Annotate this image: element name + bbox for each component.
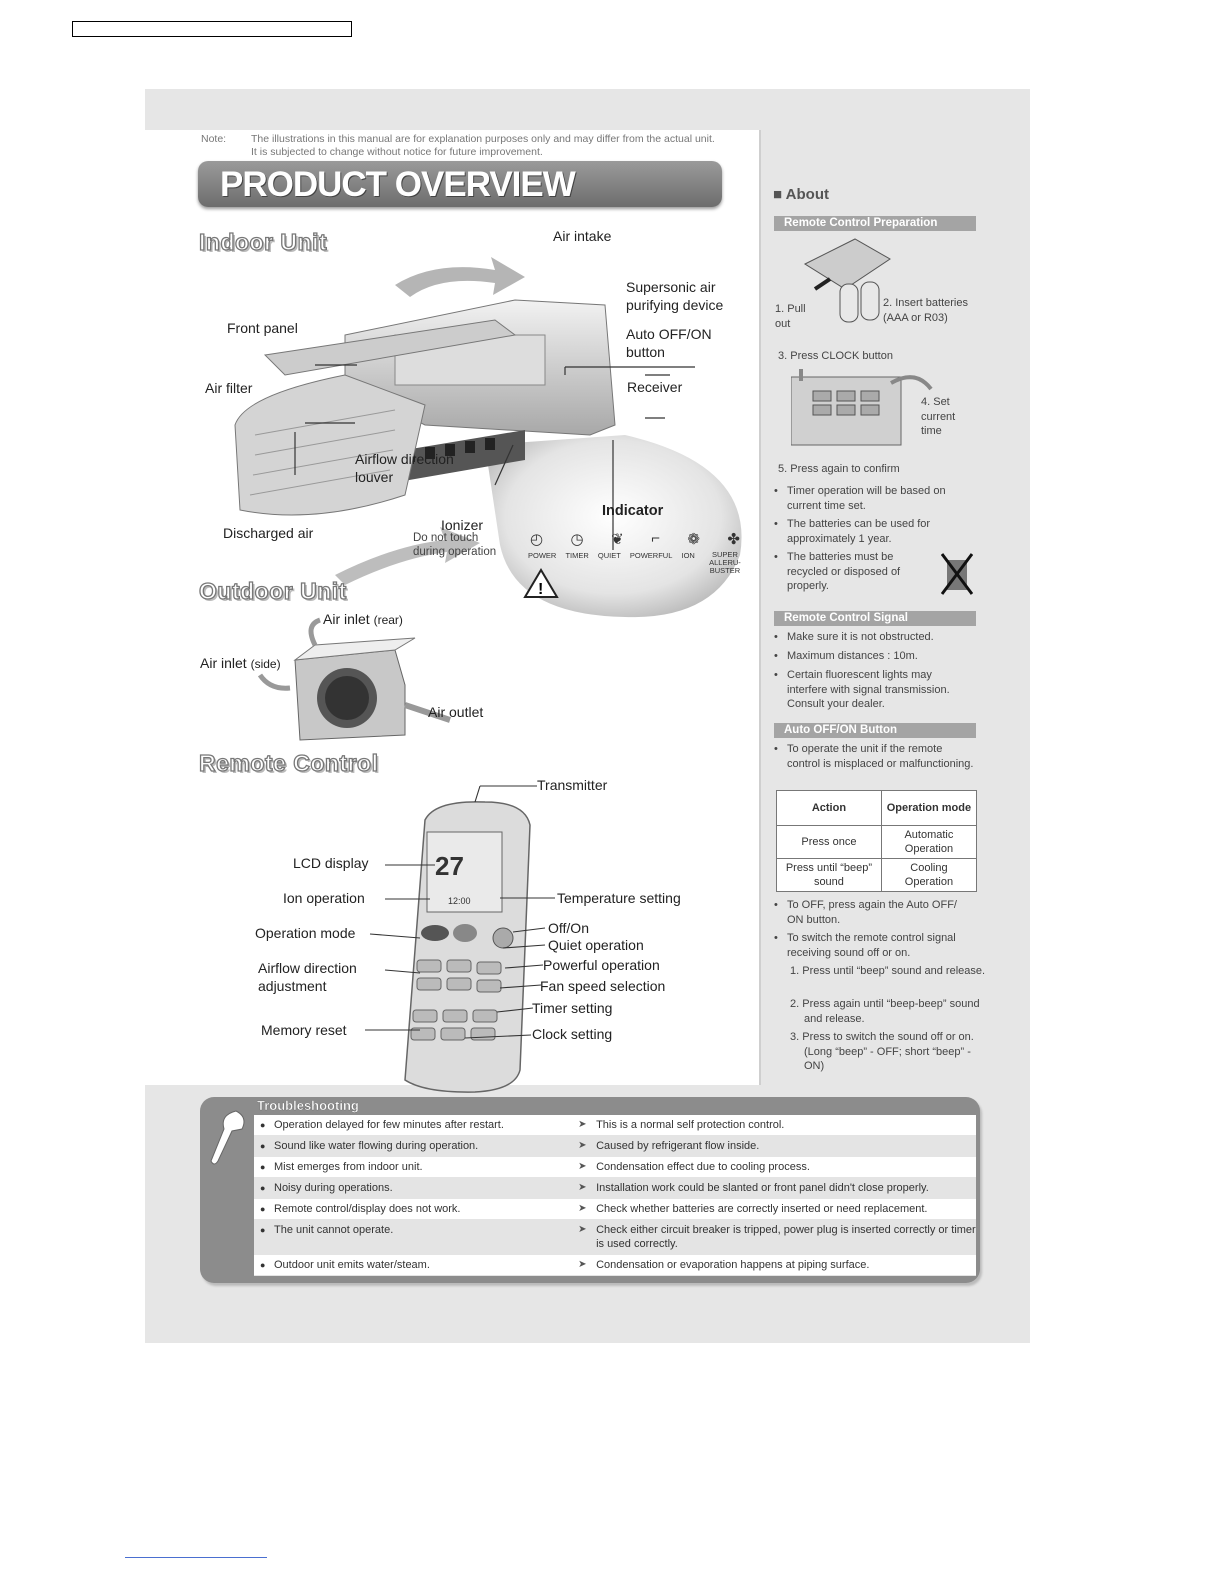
about-heading: ■ About [773, 186, 829, 203]
label-airflow-adjustment: Airflow direction adjustment [258, 960, 357, 994]
step-1: 1. Pull out [775, 303, 806, 330]
step-3: 3. Press CLOCK button [778, 350, 893, 362]
label-auto-off-on: Auto OFF/ON button [626, 326, 712, 360]
troubleshooting-row [254, 1157, 976, 1178]
air-inlet-rear-paren: (rear) [373, 613, 403, 627]
label-air-outlet: Air outlet [428, 704, 484, 720]
table-header-mode: Operation mode [881, 791, 976, 826]
after-bullet-1 [774, 898, 974, 927]
quiet-icon: ❦ [611, 531, 624, 548]
super-allerubuster-icon: ✤ [727, 531, 740, 548]
header-box [72, 21, 352, 37]
label-powerful: Powerful operation [543, 957, 660, 973]
troubleshooting-row [254, 1115, 976, 1136]
page-title: PRODUCT OVERVIEW [220, 165, 575, 204]
air-inlet-side-paren: (side) [250, 657, 281, 671]
signal-bullet-1 [774, 630, 974, 645]
indicator-quiet: QUIET [597, 551, 621, 560]
table-cell: Press once [777, 826, 882, 859]
ion-icon: ❁ [687, 531, 700, 548]
troubleshooting-row [254, 1220, 976, 1255]
wrench-icon [208, 1107, 248, 1167]
remote-heading: Remote Control [199, 750, 379, 776]
solution-text: ➤ Installation work could be slanted or front panel didn't close properly. [574, 1181, 976, 1195]
table-cell: Automatic Operation [881, 826, 976, 859]
label-fan-speed: Fan speed selection [540, 978, 666, 994]
step-4: 4. Set current time [921, 396, 956, 437]
troubleshooting-box [200, 1097, 980, 1283]
problem-text: ● Outdoor unit emits water/steam. [254, 1258, 574, 1272]
troubleshooting-list [254, 1115, 976, 1276]
problem-text: ● The unit cannot operate. [254, 1223, 574, 1251]
label-air-intake: Air intake [553, 228, 612, 244]
after-bullet-2 [774, 931, 974, 960]
label-supersonic: Supersonic air purifying device [626, 279, 724, 313]
prep-bullet-1-text: • Timer operation will be based on current time set. [787, 485, 946, 512]
prep-bullet-3 [774, 550, 914, 594]
label-operation-mode: Operation mode [255, 925, 356, 941]
title-banner [198, 161, 722, 207]
label-off-on: Off/On [548, 920, 589, 936]
signal-bullet-2-text: • Maximum distances : 10m. [787, 650, 918, 662]
label-temperature: Temperature setting [557, 890, 681, 906]
auto-bullet-text: • To operate the unit if the remote control is misplaced or malfunctioning. [787, 743, 974, 770]
solution-text: ➤ Condensation effect due to cooling process. [574, 1160, 976, 1174]
label-airflow-louver: Airflow direction louver [355, 451, 454, 485]
label-ionizer: Ionizer [441, 517, 484, 533]
svg-text:27: 27 [435, 851, 464, 881]
after-bullet-2-text: • To switch the remote control signal receiving sound off or on. [787, 932, 956, 959]
timer-icon: ◷ [570, 531, 584, 548]
auto-title-bar: Auto OFF/ON Button [774, 723, 976, 738]
table-cell: Press until “beep” sound [777, 859, 882, 892]
indicator-powerful: POWERFUL [629, 551, 673, 560]
numbered-step-3: 3. Press to switch the sound off or on. (Long “beep” - OFF; short “beep” - ON) [790, 1031, 974, 1072]
solution-text: ➤ Check either circuit breaker is tripped, power plug is inserted correctly or timer is used correctly. [574, 1223, 976, 1251]
label-ion-operation: Ion operation [283, 890, 365, 906]
indicator-icons [530, 530, 740, 548]
footer-link-line [125, 1557, 267, 1558]
signal-bullet-1-text: • Make sure it is not obstructed. [787, 631, 934, 643]
label-quiet: Quiet operation [548, 937, 644, 953]
label-clock: Clock setting [532, 1026, 613, 1042]
outdoor-unit-illustration [255, 610, 455, 745]
troubleshooting-row [254, 1255, 976, 1276]
problem-text: ● Mist emerges from indoor unit. [254, 1160, 574, 1174]
problem-text: ● Noisy during operations. [254, 1181, 574, 1195]
signal-bullet-3-text: • Certain fluorescent lights may interfere with signal transmission. Consult your dealer. [787, 669, 950, 710]
table-header-action: Action [777, 791, 882, 826]
table-cell: Cooling Operation [881, 859, 976, 892]
indicator-power: POWER [528, 551, 557, 560]
prep-bullet-2-text: • The batteries can be used for approximately 1 year. [787, 518, 931, 545]
clock-button-illustration [791, 369, 936, 449]
indicator-super: SUPER ALLERU-BUSTER [709, 550, 741, 575]
troubleshooting-row [254, 1178, 976, 1199]
numbered-step-2: 2. Press again until “beep-beep” sound and release. [790, 998, 980, 1025]
label-air-inlet-rear [323, 610, 403, 629]
recycle-bin-crossed-icon [941, 552, 973, 596]
numbered-step-1: 1. Press until “beep” sound and release. [790, 965, 986, 977]
label-lcd: LCD display [293, 855, 369, 871]
after-bullet-1-text: • To OFF, press again the Auto OFF/ ON button. [787, 899, 957, 926]
prep-title-bar: Remote Control Preparation [774, 216, 976, 231]
air-inlet-side-text: Air inlet [200, 655, 247, 671]
note-label: Note: [201, 133, 227, 145]
label-discharged-air: Discharged air [223, 525, 314, 541]
prep-bullet-1 [774, 484, 974, 513]
product-overview-panel [145, 130, 761, 1085]
auto-bullet [774, 742, 974, 771]
table-row [777, 859, 977, 892]
problem-text: ● Operation delayed for few minutes after restart. [254, 1118, 574, 1132]
prep-bullet-2 [774, 517, 974, 546]
solution-text: ➤ This is a normal self protection control. [574, 1118, 976, 1132]
indicator-timer: TIMER [565, 551, 589, 560]
step-2: 2. Insert batteries (AAA or R03) [883, 297, 968, 324]
label-receiver: Receiver [627, 379, 683, 395]
label-front-panel: Front panel [227, 320, 298, 336]
svg-text:12:00: 12:00 [448, 896, 471, 906]
indoor-heading: Indoor Unit [199, 229, 328, 255]
troubleshooting-row [254, 1136, 976, 1157]
air-inlet-rear-text: Air inlet [323, 611, 370, 627]
solution-text: ➤ Caused by refrigerant flow inside. [574, 1139, 976, 1153]
problem-text: ● Sound like water flowing during operation. [254, 1139, 574, 1153]
label-air-inlet-side [200, 654, 281, 673]
power-icon: ◴ [530, 531, 544, 548]
label-timer: Timer setting [532, 1000, 613, 1016]
troubleshooting-row [254, 1199, 976, 1220]
manual-sheet [145, 89, 1030, 1343]
auto-button-table [776, 790, 977, 892]
step-5: 5. Press again to confirm [778, 463, 900, 475]
svg-text:!: ! [538, 581, 544, 598]
problem-text: ● Remote control/display does not work. [254, 1202, 574, 1216]
signal-bullet-3 [774, 668, 974, 712]
label-air-filter: Air filter [205, 380, 253, 396]
troubleshooting-title: Troubleshooting [257, 1098, 359, 1113]
indicator-title: Indicator [602, 503, 664, 519]
label-memory-reset: Memory reset [261, 1022, 347, 1038]
note-text: The illustrations in this manual are for explanation purposes only and may differ from the actual unit. It is subjected to change without notice for future improvement. [251, 133, 715, 158]
remote-illustration [365, 780, 705, 1100]
signal-bullet-2 [774, 649, 974, 664]
solution-text: ➤ Check whether batteries are correctly inserted or need replacement. [574, 1202, 976, 1216]
label-transmitter: Transmitter [537, 777, 608, 793]
indicator-ion: ION [681, 551, 695, 560]
outdoor-heading: Outdoor Unit [199, 578, 347, 604]
warning-text: Do not touch during operation [413, 532, 497, 558]
table-row [777, 826, 977, 859]
indicator-labels [528, 551, 746, 575]
prep-bullet-3-text: • The batteries must be recycled or disposed of properly. [787, 551, 901, 592]
signal-title-bar: Remote Control Signal [774, 611, 976, 626]
table-header-row [777, 791, 977, 826]
powerful-icon: ⌐ [651, 530, 660, 547]
solution-text: ➤ Condensation or evaporation happens at piping surface. [574, 1258, 976, 1272]
